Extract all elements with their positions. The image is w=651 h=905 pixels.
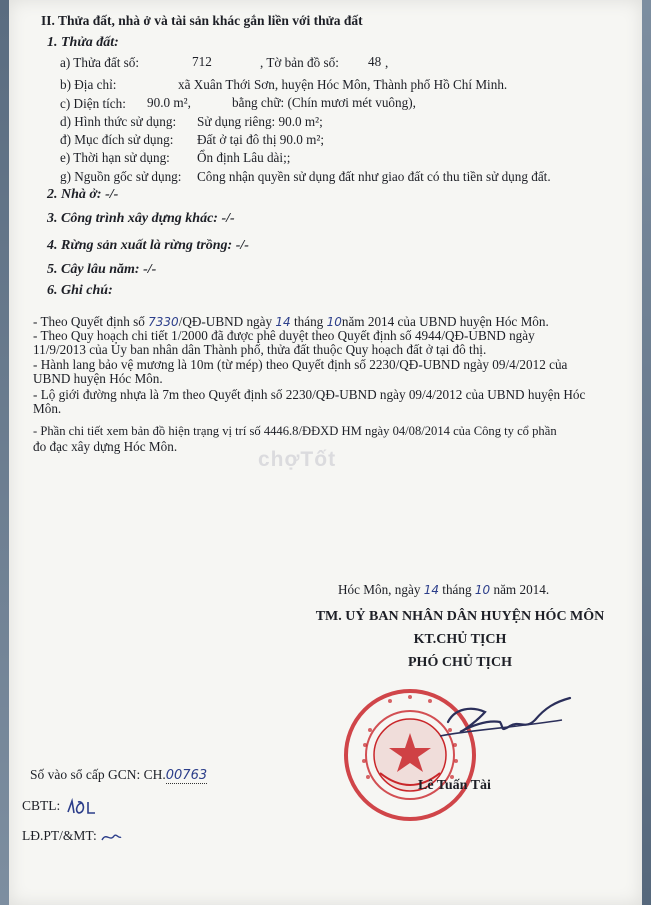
authority-line-2: KT.CHỦ TỊCH [413,632,507,647]
usage-purpose-value: Đất ở tại đô thị 90.0 m²; [197,132,325,147]
parcel-number-label: a) Thửa đất số: [60,55,140,70]
note-1-mid: /QĐ-UBND ngày [178,314,273,329]
parcel-number-value: 712 [192,54,212,69]
date-prefix: Hóc Môn, ngày [338,582,421,597]
map-sheet-value: 48 [368,54,382,69]
area-label: c) Diện tích: [60,96,126,111]
usage-origin-label: g) Nguồn gốc sử dụng: [60,169,182,184]
address-label: b) Địa chỉ: [60,77,117,92]
map-sheet-label: , Tờ bản đồ số: [260,55,339,70]
watermark: chợTốt [258,448,337,471]
scan-edge-left [0,0,9,905]
scan-edge-right [642,0,651,905]
perennial-trees-section: 5. Cây lâu năm: -/- [47,262,157,277]
forest-section: 4. Rừng sản xuất là rừng trồng: -/- [47,238,249,253]
note-5-line-1: - Phần chi tiết xem bản đồ hiện trạng vị trí số 4446.8/ĐĐXD HM ngày 04/08/2014 của Công ty cổ phần [33,424,557,438]
date-day-handwritten: 14 [423,583,439,597]
decision-day-handwritten: 14 [275,315,291,329]
decision-number-handwritten: 7330 [148,315,179,329]
note-1-suffix: năm 2014 của UBND huyện Hóc Môn. [341,314,549,329]
gcn-registry-number: 00763 [165,768,208,783]
signer-name: Lê Tuấn Tài [418,778,491,793]
notes-title: 6. Ghi chú: [47,283,113,298]
land-title: 1. Thửa đất: [47,35,119,50]
address-value: xã Xuân Thới Sơn, huyện Hóc Môn, Thành phố Hồ Chí Minh. [178,77,508,92]
date-suffix: năm 2014. [493,582,550,597]
cbtl-initials-icon [64,798,98,816]
note-4-line-2: Môn. [33,401,62,416]
note-5-line-2: đo đạc xây dựng Hóc Môn. [33,439,178,454]
note-2-line-1: - Theo Quy hoạch chi tiết 1/2000 đã được phê duyệt theo Quyết định số 4944/QĐ-UBND ngày [33,328,535,343]
ldpt-initials-icon [100,830,122,844]
decision-month-handwritten: 10 [326,315,342,329]
ldpt-line [22,828,122,844]
issue-date [338,582,549,598]
cbtl-line [22,798,98,816]
usage-term-value: Ổn định Lâu dài;; [197,150,291,165]
note-3-line-2: UBND huyện Hóc Môn. [33,371,163,386]
construction-section: 3. Công trình xây dựng khác: -/- [47,211,235,226]
note-1-prefix: - Theo Quyết định số [33,314,145,329]
note-3-line-1: - Hành lang bảo vệ mương là 10m (từ mép) theo Quyết định số 2230/QĐ-UBND ngày 09/4/2012 của [33,357,568,372]
usage-term-label: e) Thời hạn sử dụng: [60,150,170,165]
area-value: 90.0 m², [147,95,191,110]
gcn-registry [30,767,207,783]
date-month-label: tháng [442,582,472,597]
date-month-handwritten: 10 [474,583,491,597]
note-2-line-2: 11/9/2013 của Ủy ban nhân dân Thành phố, thửa đất thuộc Quy hoạch đất ở tại đô thị. [33,342,487,357]
cbtl-label: CBTL: [22,798,61,814]
usage-form-value: Sử dụng riêng: 90.0 m²; [197,114,323,129]
area-in-words: bằng chữ: (Chín mươi mét vuông), [232,95,416,110]
authority-line-1: TM. UỶ BAN NHÂN DÂN HUYỆN HÓC MÔN [315,609,605,624]
usage-form-label: d) Hình thức sử dụng: [60,114,177,129]
section-header: II. Thửa đất, nhà ở và tài sản khác gắn liền với thửa đất [41,13,363,28]
house-section: 2. Nhà ở: -/- [47,187,119,202]
signature-icon [430,690,575,745]
usage-purpose-label: đ) Mục đích sử dụng: [60,132,174,147]
gcn-registry-label: Số vào sổ cấp GCN: CH. [30,767,166,782]
authority-line-3: PHÓ CHỦ TỊCH [408,655,512,670]
usage-origin-value: Công nhận quyền sử dụng đất như giao đất có thu tiền sử dụng đất. [197,169,551,184]
note-1-month-label: tháng [293,314,324,329]
ldpt-label: LĐ.PT/&MT: [22,828,97,843]
map-sheet-comma: , [385,55,389,70]
note-4-line-1: - Lộ giới đường nhựa là 7m theo Quyết định số 2230/QĐ-UBND ngày 09/4/2012 của UBND huyện Hóc [33,387,586,402]
